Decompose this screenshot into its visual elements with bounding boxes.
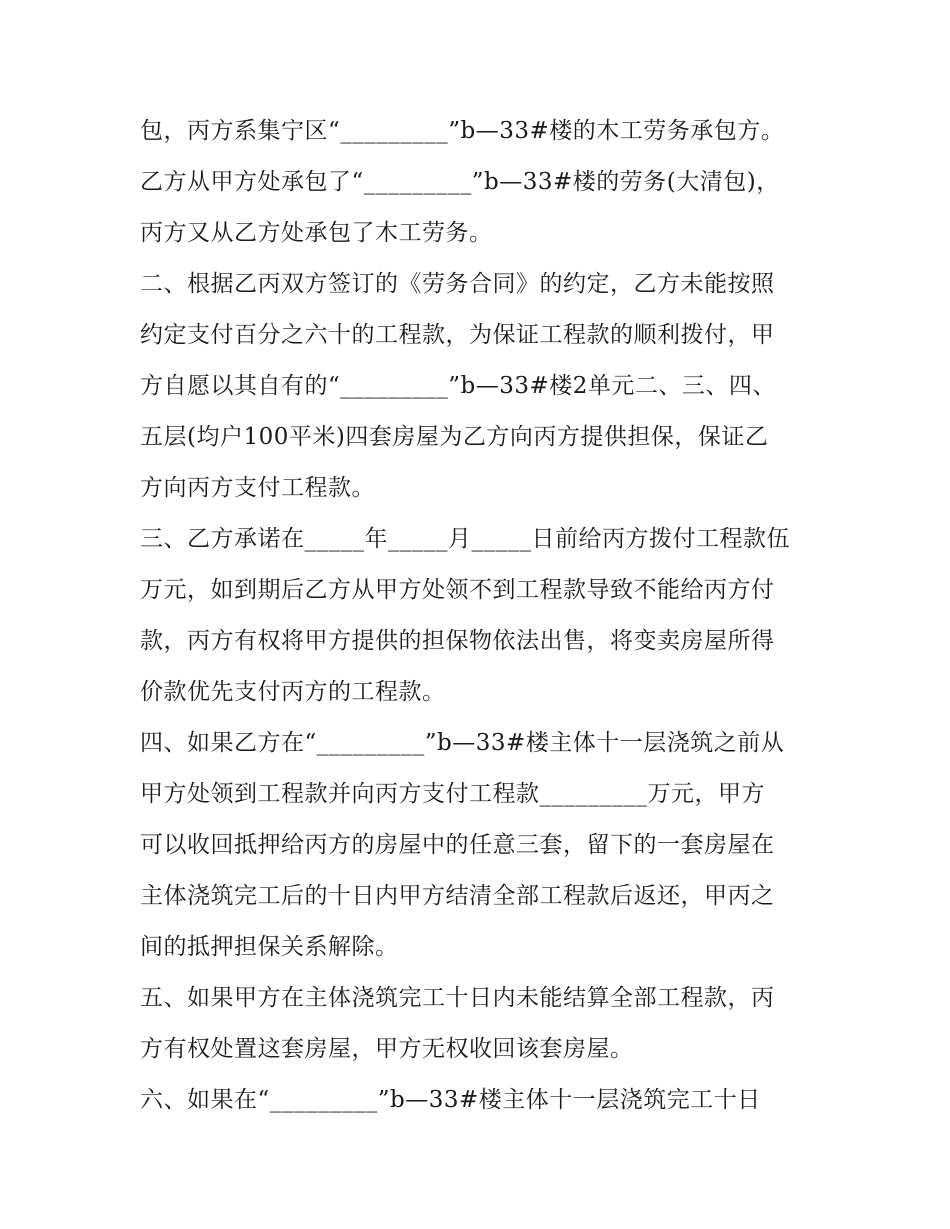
text-line: 丙方又从乙方处承包了木工劳务。 [140, 220, 493, 246]
text-line: 可以收回抵押给丙方的房屋中的任意三套，留下的一套房屋在 [140, 832, 775, 858]
text-line: 五、如果甲方在主体浇筑完工十日内未能结算全部工程款，丙 [140, 985, 775, 1011]
text-line: 甲方处领到工程款并向丙方支付工程款_________万元，甲方 [140, 781, 765, 807]
text-line: 方有权处置这套房屋，甲方无权收回该套房屋。 [140, 1036, 634, 1062]
text-line: 方向丙方支付工程款。 [140, 475, 375, 501]
text-line: 万元，如到期后乙方从甲方处领不到工程款导致不能给丙方付 [140, 577, 775, 603]
text-line: 款，丙方有权将甲方提供的担保物依法出售，将变卖房屋所得 [140, 628, 775, 654]
text-line: 包，丙方系集宁区“_________”b—33#楼的木工劳务承包方。 [140, 118, 785, 144]
document-body [140, 106, 820, 1126]
text-line: 三、乙方承诺在_____年_____月_____日前给丙方拨付工程款伍 [140, 526, 790, 552]
text-line: 四、如果乙方在“_________”b—33#楼主体十一层浇筑之前从 [140, 730, 785, 756]
text-line: 方自愿以其自有的“_________”b—33#楼2单元二、三、四、 [140, 373, 776, 399]
text-line: 二、根据乙丙双方签订的《劳务合同》的约定，乙方未能按照 [140, 271, 775, 297]
text-line: 主体浇筑完工后的十日内甲方结清全部工程款后返还，甲丙之 [140, 883, 775, 909]
text-line: 乙方从甲方处承包了“_________”b—33#楼的劳务(大清包)， [140, 169, 780, 195]
text-line: 价款优先支付丙方的工程款。 [140, 679, 446, 705]
text-line: 约定支付百分之六十的工程款，为保证工程款的顺利拨付，甲 [140, 322, 775, 348]
text-line: 五层(均户100平米)四套房屋为乙方向丙方提供担保，保证乙 [140, 424, 769, 450]
text-line: 六、如果在“_________”b—33#楼主体十一层浇筑完工十日 [140, 1087, 761, 1113]
text-line: 间的抵押担保关系解除。 [140, 934, 399, 960]
